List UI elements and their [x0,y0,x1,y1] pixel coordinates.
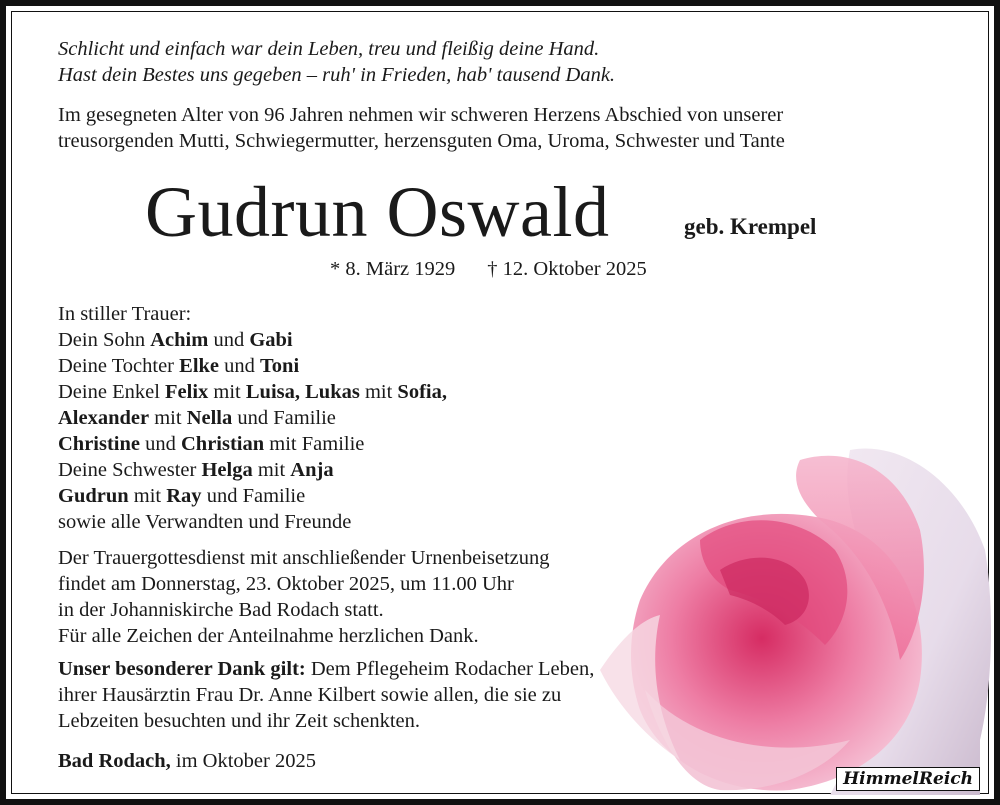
brand-logo: HimmelReich [836,767,980,791]
deceased-name: Gudrun Oswald [145,172,610,252]
mourners-list [58,301,447,535]
thanks-lead: Unser besonderer Dank gilt: [58,658,306,680]
text: Dein Sohn [58,329,151,351]
mourner-name: Alexander [58,407,150,429]
mourner-name: Elke [179,355,220,377]
text: Deine Tochter [58,355,180,377]
mourner-name: Nella [186,407,233,429]
mourner-name: Felix [165,381,209,403]
mourner-name: Christian [181,433,265,455]
mourner-name: Anja [290,459,334,481]
motto-line: Hast dein Bestes uns gegeben – ruh' in Frieden, hab' tausend Dank. [58,64,616,86]
place-name: Bad Rodach, [58,750,171,772]
service-info [58,545,550,649]
place-date [58,748,316,774]
death-date: † 12. Oktober 2025 [487,258,647,280]
service-line: Für alle Zeichen der Anteilnahme herzlichen Dank. [58,625,479,647]
mourner-name: Gudrun [58,485,129,507]
text: mit [149,407,187,429]
mourner-line [58,431,447,457]
mourner-line [58,353,447,379]
mourner-name: Ray [166,485,202,507]
text: mit Familie [264,433,365,455]
text: Deine Enkel [58,381,166,403]
text: mit [252,459,291,481]
mourners-heading: In stiller Trauer: [58,303,192,325]
text: und [140,433,181,455]
motto [58,36,615,88]
text: und Familie [201,485,306,507]
thanks-line: Lebzeiten besuchten und ihr Zeit schenkten. [58,710,421,732]
intro-text [58,102,785,154]
mourner-line [58,379,447,405]
text: und [219,355,261,377]
service-line: Der Trauergottesdienst mit anschließender Urnenbeisetzung [58,547,550,569]
text: und [208,329,250,351]
thanks-text [58,656,594,734]
mourner-name: Helga [201,459,253,481]
place-date-text: im Oktober 2025 [170,750,316,772]
text: mit [128,485,167,507]
birth-date: * 8. März 1929 [330,258,456,280]
mourner-line [58,405,447,431]
intro-line: treusorgenden Mutti, Schwiegermutter, herzensguten Oma, Uroma, Schwester und Tante [58,130,785,152]
mourner-line: sowie alle Verwandten und Freunde [58,511,352,533]
thanks-line [58,656,594,682]
motto-line: Schlicht und einfach war dein Leben, treu und fleißig deine Hand. [58,38,600,60]
service-line: in der Johanniskirche Bad Rodach statt. [58,599,384,621]
mourner-line [58,327,447,353]
rose-image [600,440,992,795]
text: mit [208,381,246,403]
thanks-line: ihrer Hausärztin Frau Dr. Anne Kilbert sowie allen, die sie zu [58,684,562,706]
text: und Familie [232,407,336,429]
maiden-name: geb. Krempel [684,214,817,239]
mourner-name: Sofia, [397,381,447,403]
mourner-name: Luisa, Lukas [245,381,360,403]
text: mit [359,381,398,403]
mourner-name: Gabi [249,329,293,351]
mourner-line [58,457,447,483]
text: Deine Schwester [58,459,202,481]
text: Dem Pflegeheim Rodacher Leben, [305,658,595,680]
intro-line: Im gesegneten Alter von 96 Jahren nehmen wir schweren Herzens Abschied von unserer [58,104,784,126]
mourner-name: Christine [58,433,140,455]
life-dates [330,258,647,281]
mourner-name: Toni [260,355,300,377]
service-line: findet am Donnerstag, 23. Oktober 2025, um 11.00 Uhr [58,573,514,595]
mourner-name: Achim [150,329,209,351]
mourner-line [58,483,447,509]
